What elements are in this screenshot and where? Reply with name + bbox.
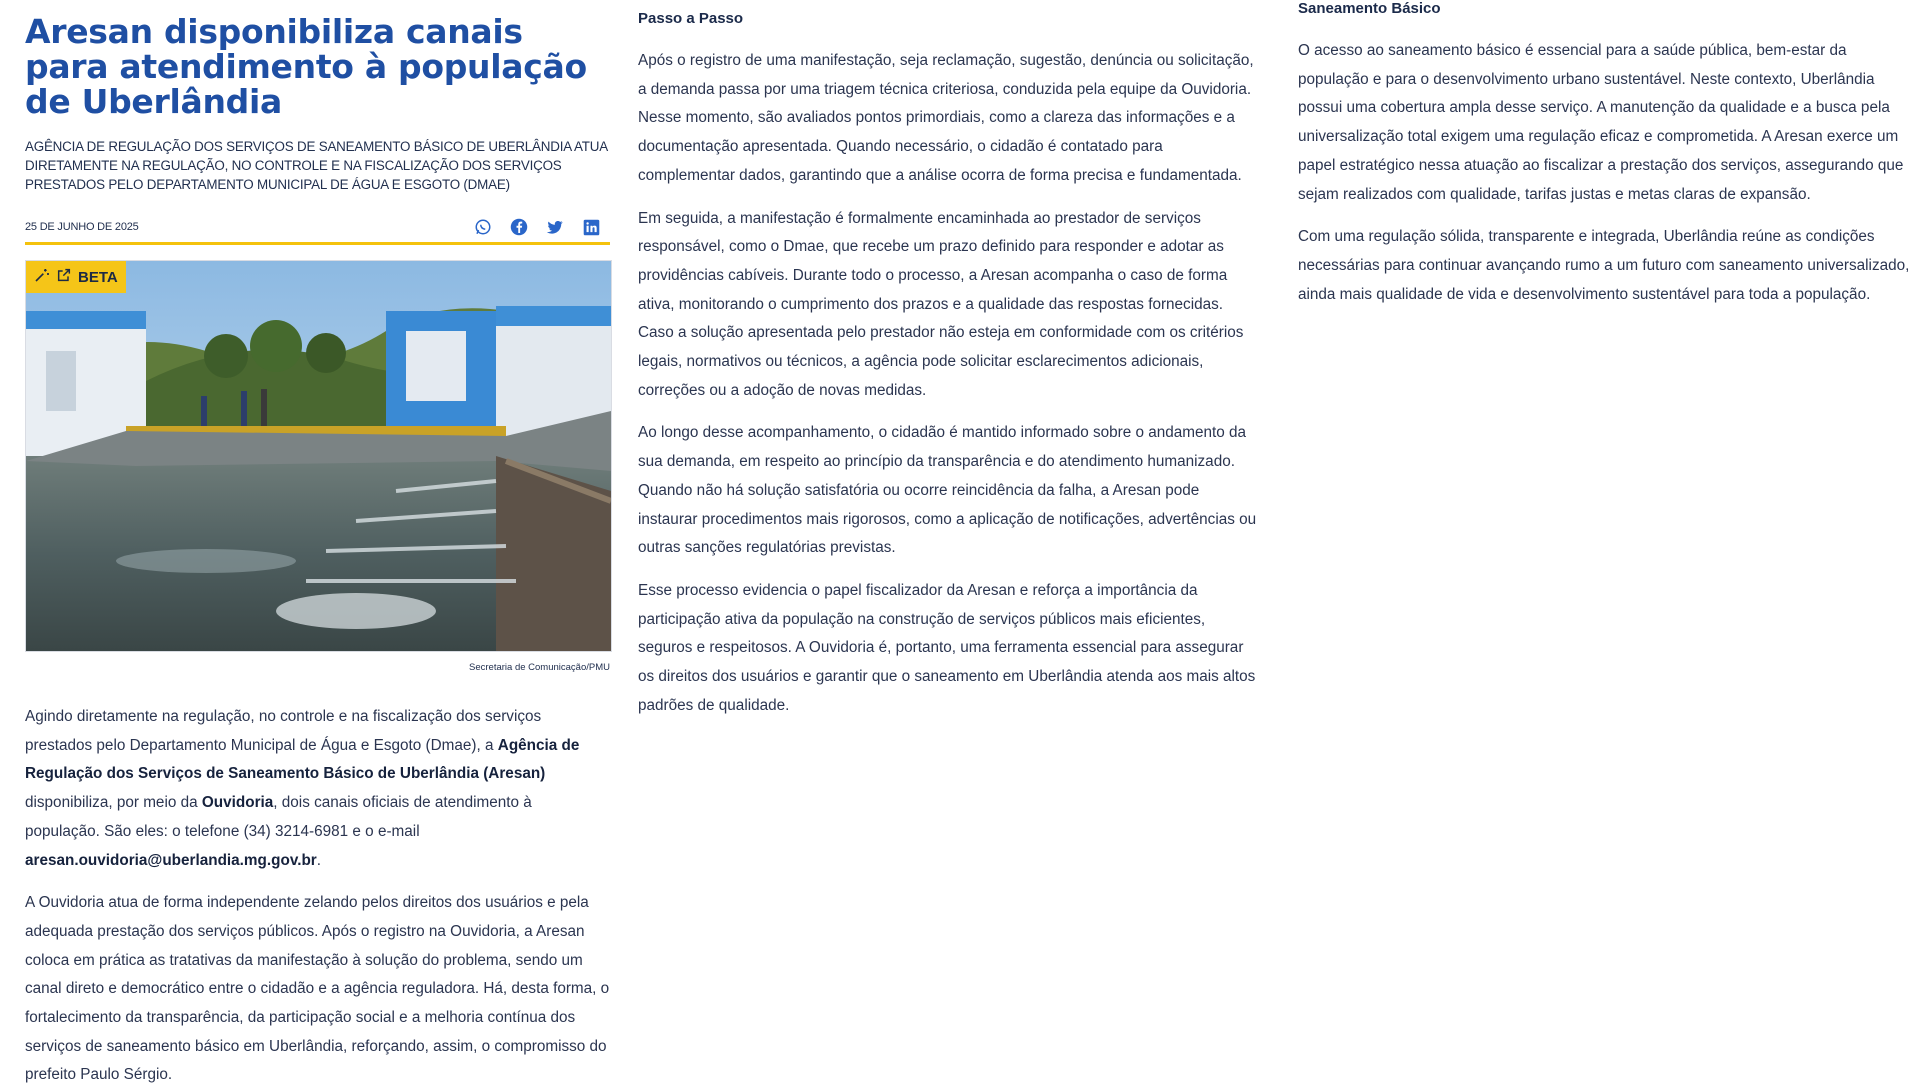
section-title-passo: Passo a Passo bbox=[638, 10, 744, 27]
paragraph-ouvidoria: A Ouvidoria atua de forma independente zelando pelos direitos dos usuários e pela adequada prestação dos serviços públicos. Após o registro na Ouvidoria, a Aresan coloca em prática as tratativas da manifestação à solução do problema, sendo um canal direto e democrático entre o cidadão e a agência reguladora. Há, desta forma, o fortalecimento da transparência, da participação social e a melhoria contínua dos serviços de saneamento básico em Uberlândia, reforçando, assim, o compromisso do prefeito Paulo Sérgio. bbox=[25, 894, 610, 1084]
article-photo bbox=[25, 260, 612, 652]
twitter-icon[interactable] bbox=[544, 216, 566, 238]
saneamento-paragraph: Com uma regulação sólida, transparente e integrada, Uberlândia reúne as condições necessárias para continuar avançando rumo a um futuro com saneamento universalizado, ainda mais qualidade de vida e desenvolvimento sustentável para toda a população. bbox=[1298, 228, 1910, 303]
linkedin-icon[interactable] bbox=[580, 216, 602, 238]
beta-badge[interactable] bbox=[26, 261, 126, 293]
section-title-saneamento: Saneamento Básico bbox=[1298, 0, 1441, 17]
contact-email: aresan.ouvidoria@uberlandia.mg.gov.br bbox=[25, 851, 317, 869]
article-meta bbox=[25, 212, 610, 245]
right-column bbox=[1298, 0, 1910, 309]
article-subhead: AGÊNCIA DE REGULAÇÃO DOS SERVIÇOS DE SANEAMENTO BÁSICO DE UBERLÂNDIA ATUA DIRETAMENTE NA REGULAÇÃO, NO CONTROLE E NA FISCALIZAÇÃO DOS SERVIÇOS PRESTADOS PELO DEPARTAMENTO MUNICIPAL DE ÁGUA E ESGOTO (DMAE) bbox=[25, 139, 608, 192]
saneamento-paragraph: O acesso ao saneamento básico é essencial para a saúde pública, bem-estar da população e para o desenvolvimento urbano sustentável. Neste contexto, Uberlândia possui uma cobertura ampla desse serviço. A manutenção da qualidade e a busca pela universalização total exigem uma regulação eficaz e comprometida. A Aresan exerce um papel estratégico nessa atuação ao fiscalizar a prestação dos serviços, assegurando que sejam realizados com qualidade, tarifas justas e metas claras de expansão. bbox=[1298, 42, 1904, 203]
aresan-name: Agência de Regulação dos Serviços de Saneamento Básico de Uberlândia (Aresan) bbox=[25, 736, 580, 783]
external-link-icon bbox=[56, 267, 72, 287]
beta-label: BETA bbox=[78, 268, 118, 286]
article-headline: Aresan disponibiliza canais para atendimento à população de Uberlândia bbox=[25, 12, 587, 121]
publish-date: 25 DE JUNHO DE 2025 bbox=[25, 221, 139, 233]
share-bar bbox=[472, 216, 610, 238]
photo-caption: Secretaria de Comunicação/PMU bbox=[469, 662, 610, 673]
passo-paragraph: Esse processo evidencia o papel fiscalizador da Aresan e reforça a importância da participação ativa da população na construção de serviços públicos mais eficientes, seguros e respeitosos. A Ouvidoria é, portanto, uma ferramenta essencial para assegurar os direitos dos usuários e garantir que o saneamento em Uberlândia atenda aos mais altos padrões de qualidade. bbox=[638, 581, 1256, 714]
left-column bbox=[25, 0, 610, 1090]
whatsapp-icon[interactable] bbox=[472, 216, 494, 238]
passo-paragraph: Em seguida, a manifestação é formalmente encaminhada ao prestador de serviços responsável, como o Dmae, que recebe um prazo definido para responder e adotar as providências cabíveis. Durante todo o processo, a Aresan acompanha o caso de forma ativa, monitorando o cumprimento dos prazos e a qualidade das respostas fornecidas. Caso a solução apresentada pelo prestador não esteja em conformidade com os critérios legais, normativos ou técnicos, a agência pode solicitar esclarecimentos adicionais, correções ou a adoção de novas medidas. bbox=[638, 209, 1244, 399]
magic-wand-icon bbox=[34, 267, 50, 287]
ouvidoria-label: Ouvidoria bbox=[201, 794, 274, 812]
water-treatment-photo bbox=[26, 261, 611, 651]
intro-paragraph: Agindo diretamente na regulação, no controle e na fiscalização dos serviços prestados pelo Departamento Municipal de Água e Esgoto (Dmae), a Agência de Regulação dos Serviços de Saneamento Básico de Uberlândia (Aresan) disponibiliza, por meio da Ouvidoria, dois canais oficiais de atendimento à população. São eles: o telefone (34) 3214-6981 e o e-mail aresan.ouvidoria@uberlandia.mg.gov.br. bbox=[25, 708, 580, 869]
passo-paragraph: Após o registro de uma manifestação, seja reclamação, sugestão, denúncia ou solicitação, a demanda passa por uma triagem técnica criteriosa, conduzida pela equipe da Ouvidoria. Nesse momento, são avaliados pontos primordiais, como a clareza das informações e a documentação apresentada. Quando necessário, o cidadão é contatado para complementar dados, garantindo que a análise ocorra de forma precisa e fundamentada. bbox=[638, 52, 1254, 184]
passo-paragraph: Ao longo desse acompanhamento, o cidadão é mantido informado sobre o andamento da sua demanda, em respeito ao princípio da transparência e do atendimento humanizado. Quando não há solução satisfatória ou ocorre reincidência da falha, a Aresan pode instaurar procedimentos mais rigorosos, como a aplicação de notificações, advertências ou outras sanções regulatórias previstas. bbox=[638, 424, 1257, 557]
middle-column bbox=[638, 0, 1258, 720]
facebook-icon[interactable] bbox=[508, 216, 530, 238]
